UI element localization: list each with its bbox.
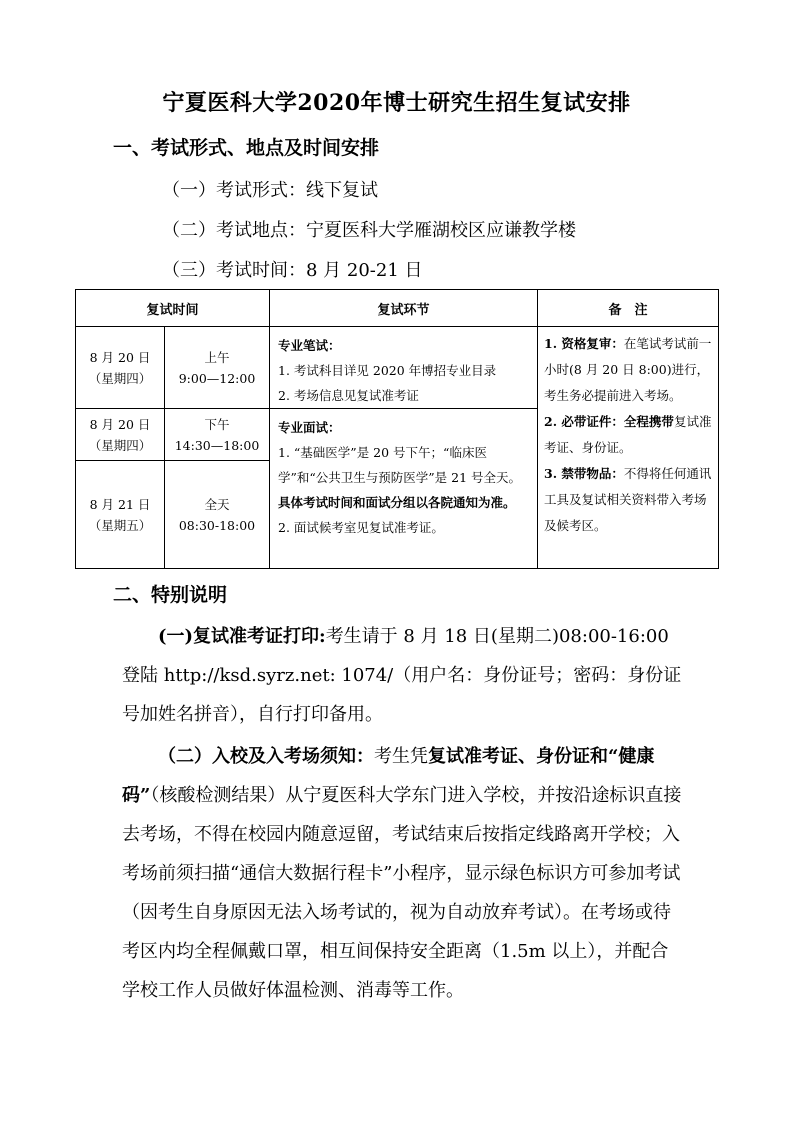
entry-label: （二）入校及入考场须知： bbox=[158, 746, 374, 767]
written-title: 专业笔试： bbox=[278, 338, 341, 353]
table-row bbox=[76, 327, 719, 409]
note-text: 复试准考证、身份证。 bbox=[544, 414, 712, 455]
period-text: 全天 bbox=[204, 496, 230, 512]
exam-format: （一）考试形式：线下复试 bbox=[162, 180, 378, 201]
weekday-text: （星期四） bbox=[88, 437, 152, 453]
interview-emphasis: 具体考试时间和面试分组以各院通知为准。 bbox=[278, 495, 516, 510]
row-date bbox=[76, 327, 165, 409]
schedule-table bbox=[75, 289, 719, 569]
note-text: 在笔试考试前一小时(8 月 20 日 8:00)进行，考生务必提前进入考场。 bbox=[544, 336, 712, 403]
hours-text: 08:30-18:00 bbox=[178, 517, 256, 533]
written-line: 2. 考场信息见复试准考证 bbox=[278, 388, 419, 403]
note-label: 3. 禁带物品： bbox=[544, 466, 624, 481]
header-time: 复试时间 bbox=[76, 290, 270, 327]
hours-text: 9:00—12:00 bbox=[178, 370, 256, 386]
row-date bbox=[76, 409, 165, 461]
note-text: 不得将任何通讯工具及复试相关资料带入考场及候考区。 bbox=[544, 466, 712, 533]
table-header-row bbox=[76, 290, 719, 327]
row-time bbox=[165, 461, 270, 569]
date-text: 8 月 20 日 bbox=[89, 416, 151, 432]
written-exam-cell bbox=[270, 327, 538, 409]
interview-line: 1. “基础医学”是 20 号下午；“临床医学”和“公共卫生与预防医学”是 21 号全天。 bbox=[278, 445, 522, 485]
entry-text: （核酸检测结果）从宁夏医科大学东门进入学校，并按沿途标识直接去考场，不得在校园内随意逗留，考试结束后按指定线路离开学校；入考场前须扫描“通信大数据行程卡”小程序，显示绿色标识方可参加考试（因考生自身原因无法入场考试的，视为自动放弃考试）。在考场或待考区内均全程佩戴口罩，相互间保持安全距离（1.5m 以上），并配合学校工作人员做好体温检测、消毒等工作。 bbox=[122, 785, 682, 1001]
weekday-text: （星期四） bbox=[88, 370, 152, 386]
date-text: 8 月 21 日 bbox=[89, 496, 151, 512]
weekday-text: （星期五） bbox=[88, 517, 152, 533]
interview-cell bbox=[270, 409, 538, 569]
admit-card-text: 考生请于 8 月 18 日(星期二)08:00-16:00 登陆 http://ksd.syrz.net: 1074/（用户名：身份证号；密码：身份证号加姓名拼音），自行打印备用。 bbox=[122, 626, 682, 725]
period-text: 上午 bbox=[204, 349, 230, 365]
header-note: 备 注 bbox=[538, 290, 719, 327]
exam-time: （三）考试时间：8 月 20-21 日 bbox=[162, 260, 423, 281]
section2-heading: 二、特别说明 bbox=[113, 584, 228, 606]
row-time bbox=[165, 409, 270, 461]
hours-text: 14:30—18:00 bbox=[174, 437, 260, 453]
interview-line: 2. 面试候考室见复试准考证。 bbox=[278, 520, 444, 535]
entry-emphasis: 复试准考证、身份证和“健康码” bbox=[122, 746, 655, 806]
written-line: 1. 考试科目详见 2020 年博招专业目录 bbox=[278, 363, 497, 378]
admit-card-label: (一)复试准考证打印: bbox=[158, 626, 326, 647]
note-emphasis: 全程携带 bbox=[623, 414, 674, 429]
note-label: 1. 资格复审： bbox=[544, 336, 624, 351]
row-date bbox=[76, 461, 165, 569]
entry-text: 考生凭 bbox=[374, 746, 428, 767]
notes-cell bbox=[538, 327, 719, 569]
page-title: 宁夏医科大学2020年博士研究生招生复试安排 bbox=[162, 90, 631, 116]
header-stage: 复试环节 bbox=[270, 290, 538, 327]
entry-paragraph bbox=[122, 737, 682, 1010]
row-time bbox=[165, 327, 270, 409]
admit-card-paragraph bbox=[122, 617, 682, 734]
date-text: 8 月 20 日 bbox=[89, 349, 151, 365]
note-label: 2. 必带证件： bbox=[544, 414, 624, 429]
section1-heading: 一、考试形式、地点及时间安排 bbox=[113, 137, 380, 159]
period-text: 下午 bbox=[204, 416, 230, 432]
interview-title: 专业面试： bbox=[278, 420, 341, 435]
exam-location: （二）考试地点：宁夏医科大学雁湖校区应谦教学楼 bbox=[162, 220, 576, 241]
